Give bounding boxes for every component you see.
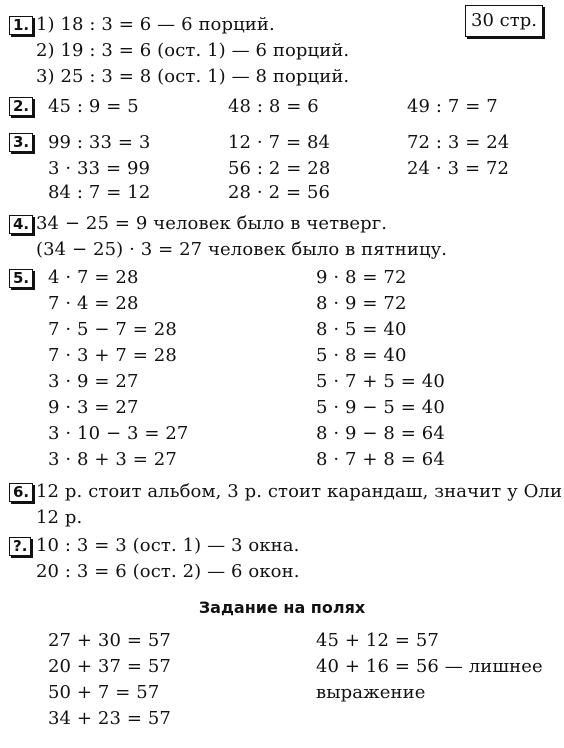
task-7-line-1: 10 : 3 = 3 (ост. 1) — 3 окна. <box>36 535 300 556</box>
margin-task-left-expr: 20 + 37 = 57 <box>48 656 171 677</box>
task-4-line-2: (34 − 25) · 3 = 27 человек было в пятницу. <box>36 239 448 260</box>
task-1-line-3: 3) 25 : 3 = 8 (ост. 1) — 8 порций. <box>36 66 350 87</box>
task-1-line-1: 1) 18 : 3 = 6 — 6 порций. <box>36 14 275 35</box>
margin-task-right-expr: выражение <box>316 682 426 703</box>
task-5-left-expr: 7 · 3 + 7 = 28 <box>48 345 177 366</box>
task-5-right-expr: 8 · 7 + 8 = 64 <box>316 449 445 470</box>
task-5-left-expr: 9 · 3 = 27 <box>48 397 139 418</box>
task-2-expr-2: 48 : 8 = 6 <box>228 96 319 117</box>
task-7-line-2: 20 : 3 = 6 (ост. 2) — 6 окон. <box>36 561 300 582</box>
task-3-expr: 56 : 2 = 28 <box>228 158 331 179</box>
task-3-expr: 99 : 33 = 3 <box>48 132 151 153</box>
task-5-left-expr: 3 · 10 − 3 = 27 <box>48 423 189 444</box>
task-5-left-expr: 7 · 5 − 7 = 28 <box>48 319 177 340</box>
task-3-expr: 72 : 3 = 24 <box>407 132 510 153</box>
page-number-label: 30 стр. <box>465 5 543 37</box>
task-6-line-2: 12 р. <box>36 507 83 528</box>
margin-task-left-expr: 50 + 7 = 57 <box>48 682 160 703</box>
task-5-right-expr: 8 · 5 = 40 <box>316 319 407 340</box>
task-3-expr: 3 · 33 = 99 <box>48 158 151 179</box>
margin-task-left-expr: 34 + 23 = 57 <box>48 708 171 729</box>
task-5-right-expr: 5 · 9 − 5 = 40 <box>316 397 445 418</box>
task-4-number: 4. <box>9 215 33 234</box>
task-5-right-expr: 8 · 9 = 72 <box>316 293 407 314</box>
margin-task-right-expr: 40 + 16 = 56 — лишнее <box>316 656 543 677</box>
task-7-number: ?. <box>9 537 31 556</box>
task-1-number: 1. <box>9 16 33 35</box>
task-5-left-expr: 3 · 8 + 3 = 27 <box>48 449 177 470</box>
task-1-line-2: 2) 19 : 3 = 6 (ост. 1) — 6 порций. <box>36 40 350 61</box>
task-5-right-expr: 5 · 7 + 5 = 40 <box>316 371 445 392</box>
task-3-expr: 28 · 2 = 56 <box>228 182 331 203</box>
margin-task-right-expr: 45 + 12 = 57 <box>316 630 439 651</box>
margin-task-title: Задание на полях <box>198 598 366 617</box>
task-6-line-1: 12 р. стоит альбом, 3 р. стоит карандаш, значит у Оли <box>36 481 563 502</box>
margin-task-left-expr: 27 + 30 = 57 <box>48 630 171 651</box>
task-5-right-expr: 5 · 8 = 40 <box>316 345 407 366</box>
task-2-expr-3: 49 : 7 = 7 <box>407 96 498 117</box>
task-5-number: 5. <box>9 269 33 288</box>
task-5-left-expr: 4 · 7 = 28 <box>48 267 139 288</box>
task-3-expr: 12 · 7 = 84 <box>228 132 331 153</box>
task-3-expr: 84 : 7 = 12 <box>48 182 151 203</box>
task-5-right-expr: 9 · 8 = 72 <box>316 267 407 288</box>
task-5-right-expr: 8 · 9 − 8 = 64 <box>316 423 445 444</box>
task-3-expr: 24 · 3 = 72 <box>407 158 510 179</box>
task-4-line-1: 34 − 25 = 9 человек было в четверг. <box>36 213 388 234</box>
task-2-expr-1: 45 : 9 = 5 <box>48 96 139 117</box>
task-2-number: 2. <box>9 97 33 116</box>
task-5-left-expr: 3 · 9 = 27 <box>48 371 139 392</box>
task-5-left-expr: 7 · 4 = 28 <box>48 293 139 314</box>
task-6-number: 6. <box>9 483 33 502</box>
task-3-number: 3. <box>9 133 33 152</box>
